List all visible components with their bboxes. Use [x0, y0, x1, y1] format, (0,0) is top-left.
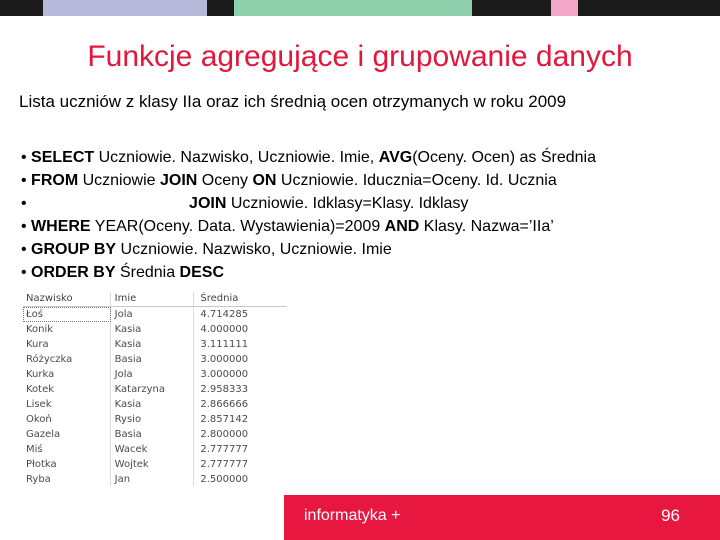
table-row[interactable]: [23, 457, 287, 472]
table-cell[interactable]: Kasia: [111, 337, 195, 352]
table-cell[interactable]: Kura: [23, 337, 111, 352]
table-row[interactable]: [23, 472, 287, 486]
footer-left: [0, 495, 284, 540]
sql-line: [21, 261, 711, 284]
table-cell[interactable]: Katarzyna: [111, 382, 195, 397]
footer-accent: [284, 495, 720, 540]
table-row[interactable]: [23, 427, 287, 442]
sql-text: Uczniowie. Nazwisko, Uczniowie. Imie,: [94, 149, 379, 166]
table-cell[interactable]: Kasia: [111, 397, 195, 412]
sql-text: Uczniowie: [78, 172, 160, 189]
sql-line: [21, 238, 711, 261]
slide-subtitle: Lista uczniów z klasy IIa oraz ich średnią ocen otrzymanych w roku 2009: [19, 92, 567, 111]
table-cell[interactable]: 3.111111: [200, 339, 249, 350]
table-row[interactable]: [23, 337, 287, 352]
sql-keyword: JOIN: [159, 172, 198, 189]
table-cell[interactable]: 2.958333: [200, 384, 249, 395]
table-cell[interactable]: 4.000000: [200, 324, 249, 335]
table-cell[interactable]: Wacek: [111, 442, 195, 457]
sql-keyword: GROUP BY: [31, 241, 117, 258]
table-row[interactable]: [23, 367, 287, 382]
sql-keyword: AND: [384, 218, 420, 235]
table-row[interactable]: [23, 412, 287, 427]
table-row[interactable]: [23, 442, 287, 457]
table-cell[interactable]: Różyczka: [23, 352, 111, 367]
table-row[interactable]: [23, 352, 287, 367]
top-bar-segment: [234, 0, 472, 16]
table-row[interactable]: [23, 382, 287, 397]
table-cell[interactable]: Okoń: [23, 412, 111, 427]
sql-text: •: [21, 172, 32, 189]
page-number: 96: [661, 506, 680, 525]
table-cell[interactable]: Kasia: [111, 322, 195, 337]
slide-title: Funkcje agregujące i grupowanie danych: [87, 40, 633, 73]
table-cell[interactable]: 2.500000: [200, 474, 249, 485]
table-cell[interactable]: Basia: [111, 427, 195, 442]
sql-text: Uczniowie. Nazwisko, Uczniowie. Imie: [116, 241, 392, 258]
table-cell[interactable]: 3.000000: [200, 369, 249, 380]
top-bar-segment: [578, 0, 720, 16]
column-header-imie[interactable]: Imie: [111, 292, 195, 306]
table-cell[interactable]: 2.777777: [200, 459, 249, 470]
top-bar-segment: [43, 0, 207, 16]
sql-keyword: AVG: [378, 149, 413, 166]
table-cell[interactable]: 4.714285: [200, 309, 249, 320]
sql-text: YEAR(Oceny. Data. Wystawienia)=2009: [90, 218, 385, 235]
table-cell[interactable]: 2.857142: [200, 414, 249, 425]
table-cell[interactable]: 2.800000: [200, 429, 249, 440]
result-grid: [23, 292, 287, 486]
sql-text: Oceny: [197, 172, 253, 189]
sql-text: Uczniowie. Idklasy=Klasy. Idklasy: [226, 195, 469, 212]
sql-query: [21, 146, 711, 284]
table-cell[interactable]: Rysio: [111, 412, 195, 427]
sql-line: [21, 169, 711, 192]
top-color-bar: [0, 0, 720, 16]
sql-line: [21, 215, 711, 238]
result-grid-header: [23, 292, 287, 307]
sql-text: Klasy. Nazwa=’IIa’: [419, 218, 554, 235]
sql-text: •: [21, 218, 32, 235]
sql-text: Uczniowie. Iducznia=Oceny. Id. Ucznia: [276, 172, 557, 189]
sql-line: [21, 146, 711, 169]
table-row[interactable]: [23, 322, 287, 337]
table-cell[interactable]: Konik: [23, 322, 111, 337]
table-cell[interactable]: Płotka: [23, 457, 111, 472]
sql-keyword: ON: [252, 172, 277, 189]
sql-text: •: [21, 149, 32, 166]
sql-text: •: [21, 195, 32, 212]
table-cell[interactable]: Basia: [111, 352, 195, 367]
sql-keyword: SELECT: [31, 149, 95, 166]
table-cell[interactable]: Kurka: [23, 367, 111, 382]
sql-line: [21, 192, 711, 215]
table-cell[interactable]: Wojtek: [111, 457, 195, 472]
sql-text: •: [21, 241, 32, 258]
top-bar-segment: [207, 0, 234, 16]
table-cell[interactable]: 3.000000: [200, 354, 249, 365]
table-row[interactable]: [23, 397, 287, 412]
sql-keyword: FROM: [31, 172, 79, 189]
table-cell[interactable]: Kotek: [23, 382, 111, 397]
result-grid-body: [23, 307, 287, 486]
footer-bar: [0, 495, 720, 540]
table-cell[interactable]: Łoś: [23, 307, 111, 322]
sql-text: •: [21, 264, 32, 281]
table-cell[interactable]: Lisek: [23, 397, 111, 412]
top-bar-segment: [472, 0, 551, 16]
top-bar-segment: [551, 0, 578, 16]
footer-brand: informatyka +: [304, 507, 401, 524]
sql-text: (Oceny. Ocen) as Średnia: [412, 149, 596, 166]
table-cell[interactable]: Jola: [111, 367, 195, 382]
table-cell[interactable]: 2.866666: [200, 399, 249, 410]
table-cell[interactable]: Miś: [23, 442, 111, 457]
sql-keyword: JOIN: [189, 195, 227, 212]
sql-text: Średnia: [115, 264, 180, 281]
sql-keyword: ORDER BY: [31, 264, 116, 281]
table-row[interactable]: [23, 307, 287, 322]
sql-keyword: WHERE: [31, 218, 91, 235]
table-cell[interactable]: 2.777777: [200, 444, 249, 455]
top-bar-segment: [0, 0, 43, 16]
column-header-srednia[interactable]: Średnia: [200, 293, 239, 304]
table-cell[interactable]: Jola: [111, 307, 195, 322]
table-cell[interactable]: Gazela: [23, 427, 111, 442]
column-header-nazwisko[interactable]: Nazwisko: [23, 292, 111, 306]
table-cell[interactable]: Ryba: [23, 472, 111, 486]
table-cell[interactable]: Jan: [111, 472, 195, 486]
sql-keyword: DESC: [179, 264, 224, 281]
